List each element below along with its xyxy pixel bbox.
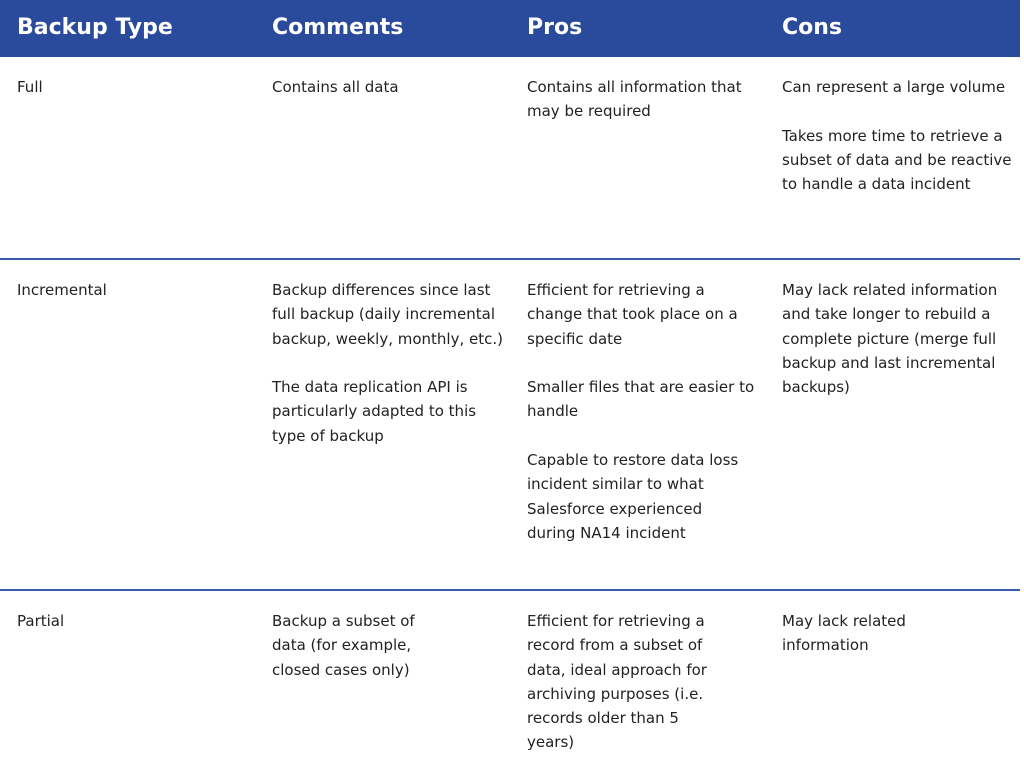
- pros-cell: [527, 278, 759, 545]
- pro-text: Contains all information that may be required: [527, 78, 742, 121]
- comments-cell: [272, 75, 504, 99]
- table-row: [0, 591, 1020, 767]
- table-row: [0, 57, 1020, 258]
- con-text: Can represent a large volume: [782, 78, 1006, 96]
- pro-text: Smaller files that are easier to handle: [527, 378, 755, 421]
- pros-cell: [527, 75, 759, 124]
- table-header: [0, 0, 1020, 57]
- backup-type-cell: [17, 75, 247, 99]
- comment-text: The data replication API is particularly adapted to this type of backup: [272, 378, 477, 445]
- con-text: Takes more time to retrieve a subset of data and be reactive to handle a data incident: [782, 126, 1012, 194]
- backup-type-label: Partial: [17, 612, 65, 630]
- header-comments: Comments: [272, 15, 404, 40]
- pro-text: Efficient for retrieving a record from a subset of data, ideal approach for archiving purposes (i.e. records older than 5 years): [527, 612, 707, 752]
- con-text: May lack related information and take longer to rebuild a complete picture (merge full backup and last incremental backups): [782, 281, 998, 397]
- comment-text: Backup differences since last full backup (daily incremental backup, weekly, monthly, etc.): [272, 281, 503, 348]
- comments-cell: [272, 278, 504, 448]
- backup-type-label: Incremental: [17, 281, 107, 299]
- backup-type-cell: [17, 609, 247, 633]
- comment-text: Backup a subset of data (for example, closed cases only): [272, 612, 415, 679]
- header-cons: Cons: [782, 15, 843, 40]
- backup-type-label: Full: [17, 78, 43, 96]
- header-pros: Pros: [527, 15, 583, 40]
- con-text: May lack related information: [782, 612, 906, 655]
- table-row: [0, 260, 1020, 589]
- comments-cell: [272, 609, 432, 682]
- pros-cell: [527, 609, 717, 755]
- header-backup-type: Backup Type: [17, 15, 173, 40]
- backup-type-cell: [17, 278, 247, 302]
- cons-cell: [782, 278, 1014, 399]
- cons-cell: [782, 609, 1014, 658]
- cons-cell: [782, 75, 1014, 196]
- comment-text: Contains all data: [272, 78, 399, 96]
- pro-text: Capable to restore data loss incident similar to what Salesforce experienced during NA14 incident: [527, 451, 739, 542]
- pro-text: Efficient for retrieving a change that took place on a specific date: [527, 281, 738, 348]
